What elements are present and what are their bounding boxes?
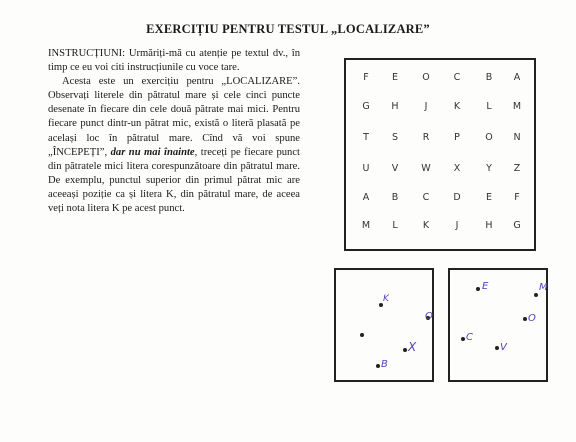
grid-letter: E xyxy=(391,72,398,83)
exercise-title: EXERCIȚIU PENTRU TESTUL „LOCALIZARE” xyxy=(146,22,430,36)
grid-letter: E xyxy=(485,192,492,203)
grid-letter: C xyxy=(453,72,461,83)
dot[interactable] xyxy=(534,293,538,297)
dot[interactable] xyxy=(495,346,499,350)
grid-letter: O xyxy=(485,132,493,143)
grid-letter: O xyxy=(422,72,430,83)
grid-letter: C xyxy=(422,192,430,203)
grid-letter: F xyxy=(363,72,369,83)
grid-letter: V xyxy=(391,163,399,174)
small-square-2 xyxy=(448,268,548,382)
dot[interactable] xyxy=(360,333,364,337)
instructions-paragraph-1: INSTRUCȚIUNI: Urmăriți-mă cu atenție pe textul dv., în timp ce eu voi citi instrucțiunile cu voce tare. xyxy=(48,48,300,74)
dot[interactable] xyxy=(461,337,465,341)
grid-letter: M xyxy=(512,101,522,112)
small-square-1 xyxy=(334,268,434,382)
handwritten-answer: V xyxy=(500,342,507,353)
large-letter-square xyxy=(344,58,536,251)
grid-letter: J xyxy=(455,220,459,231)
grid-letter: B xyxy=(485,72,493,83)
handwritten-answer: B xyxy=(381,359,388,370)
dot[interactable] xyxy=(376,364,380,368)
grid-letter: D xyxy=(453,192,461,203)
grid-letter: X xyxy=(453,163,461,174)
grid-letter: K xyxy=(453,101,461,112)
grid-letter: F xyxy=(514,192,520,203)
handwritten-answer: O xyxy=(528,313,536,324)
grid-letter: W xyxy=(421,163,431,174)
handwritten-answer: C xyxy=(466,332,473,343)
handwritten-answer: K xyxy=(383,294,389,304)
handwritten-answer: X xyxy=(408,340,417,354)
grid-letter: Y xyxy=(486,163,492,174)
handwritten-answer: O xyxy=(425,311,433,322)
grid-letter: L xyxy=(392,220,398,231)
grid-letter: A xyxy=(513,72,521,83)
grid-letter: J xyxy=(424,101,428,112)
grid-letter: H xyxy=(485,220,493,231)
grid-letter: P xyxy=(454,132,460,143)
grid-letter: T xyxy=(363,132,369,143)
grid-letter: L xyxy=(486,101,492,112)
handwritten-answer: M xyxy=(539,282,548,293)
grid-letter: R xyxy=(422,132,430,143)
dot[interactable] xyxy=(523,317,527,321)
dot[interactable] xyxy=(403,348,407,352)
grid-letter: Z xyxy=(513,163,521,174)
grid-letter: B xyxy=(391,192,399,203)
grid-letter: M xyxy=(361,220,371,231)
handwritten-answer: E xyxy=(482,281,489,292)
instructions-label: INSTRUCȚIUNI: xyxy=(48,48,126,59)
grid-letter: K xyxy=(422,220,430,231)
grid-letter: A xyxy=(362,192,370,203)
grid-letter: H xyxy=(391,101,399,112)
grid-letter: G xyxy=(513,220,521,231)
grid-letter: N xyxy=(513,132,521,143)
grid-letter: S xyxy=(391,132,399,143)
grid-letter: U xyxy=(362,163,370,174)
instructions-paragraph-2: Acesta este un exercițiu pentru „LOCALIZARE”. Observați literele din pătratul mare și cele cinci puncte desenate în fiecare din cele două pătrate mai mici. Pentru fiecare punct dintr-un pătrat mic, există o literă plasată pe același loc în pătratul mare. Cînd vă voi spune „ÎNCEPEȚI”, dar nu mai înainte, treceți pe fiecare punct din pătratele mici litera corespunzătoare din pătratul mare. De exemplu, punctul superior din primul pătrat mic are aceeași poziție ca și litera K, din pătratul mare, de aceea veți nota litera K pe acest punct. xyxy=(48,76,300,215)
instructions-text xyxy=(48,47,300,216)
dot[interactable] xyxy=(476,287,480,291)
grid-letter: G xyxy=(362,101,370,112)
